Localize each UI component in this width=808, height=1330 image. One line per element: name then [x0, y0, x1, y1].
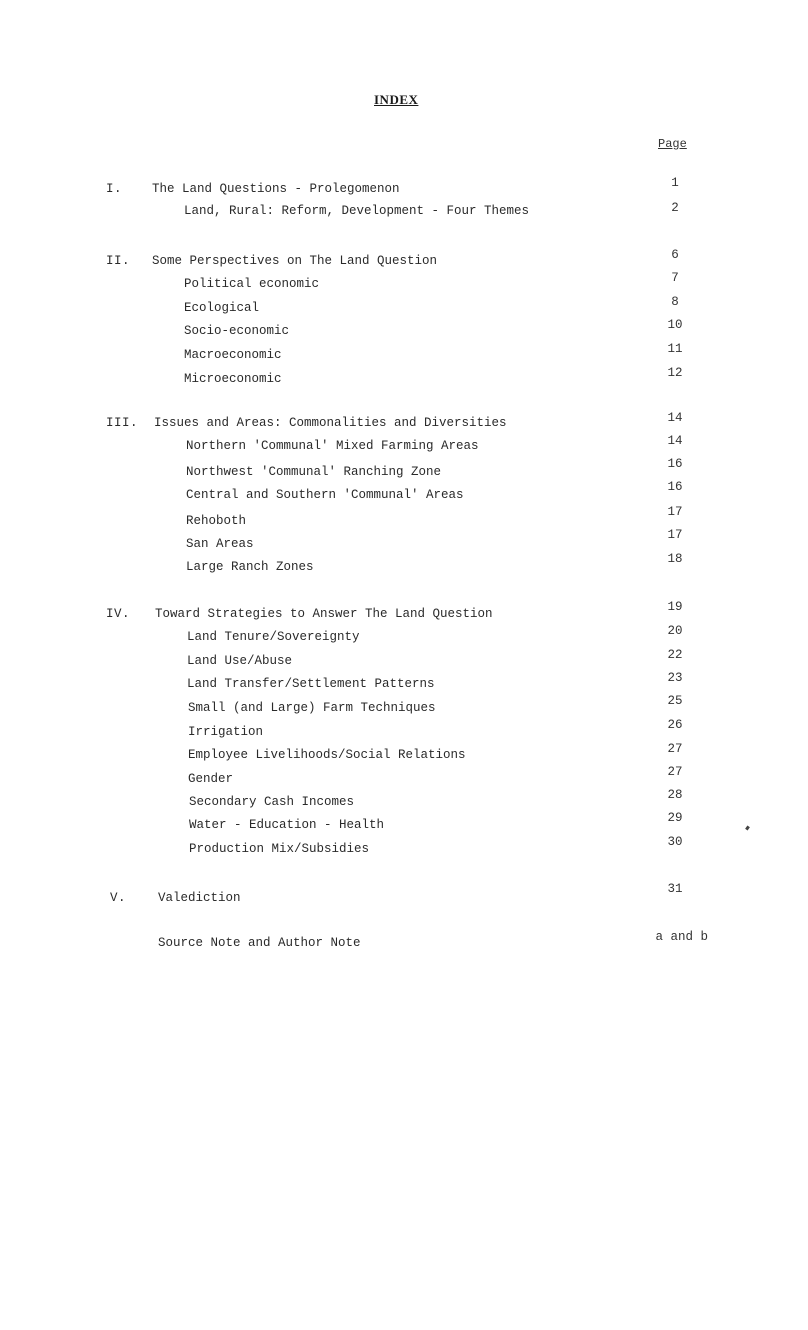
- index-entry: [0, 624, 808, 646]
- index-entry: [0, 342, 808, 364]
- entry-text: Production Mix/Subsidies: [189, 842, 370, 856]
- section-number: IV.: [106, 607, 131, 621]
- index-entry: [0, 248, 808, 270]
- entry-text: Land Use/Abuse: [187, 654, 293, 668]
- entry-text: Secondary Cash Incomes: [189, 795, 355, 809]
- index-entry: [0, 480, 808, 504]
- entry-text: Gender: [188, 772, 234, 786]
- entry-text: Socio-economic: [184, 324, 290, 338]
- entry-page: 10: [667, 318, 683, 332]
- entry-page: 27: [667, 742, 683, 756]
- entry-page: 20: [667, 624, 683, 638]
- entry-text: Large Ranch Zones: [186, 560, 314, 574]
- entry-page: 28: [667, 788, 683, 802]
- index-entry: [0, 202, 808, 220]
- entry-page: 31: [667, 882, 683, 896]
- entry-text: Irrigation: [188, 725, 264, 739]
- index-entry: [0, 811, 808, 834]
- entry-page: 17: [667, 528, 683, 542]
- entry-page: 18: [667, 552, 683, 566]
- entry-text: Toward Strategies to Answer The Land Question: [155, 607, 493, 621]
- entry-text: Ecological: [184, 301, 260, 315]
- entry-text: Central and Southern 'Communal' Areas: [186, 488, 464, 502]
- index-entry: [0, 882, 808, 907]
- entry-text: San Areas: [186, 537, 254, 551]
- entry-page: 30: [667, 835, 683, 849]
- entry-page: 19: [667, 600, 683, 614]
- entry-page: 6: [671, 248, 679, 262]
- entry-text: Northwest 'Communal' Ranching Zone: [186, 465, 442, 479]
- index-entry: [0, 671, 808, 693]
- index-entry: [0, 295, 808, 317]
- index-entry: [0, 176, 808, 198]
- index-entry: [0, 930, 808, 952]
- index-entry: [0, 742, 808, 764]
- entry-page: 7: [671, 271, 679, 285]
- entry-text: Land, Rural: Reform, Development - Four Themes: [184, 204, 530, 218]
- index-entry: [0, 318, 808, 340]
- entry-page: 16: [667, 480, 683, 494]
- entry-text: Small (and Large) Farm Techniques: [188, 701, 436, 715]
- page-column-label: Page: [658, 137, 687, 151]
- index-entry: [0, 411, 808, 432]
- entry-page: 11: [667, 342, 683, 356]
- entry-page: 27: [667, 765, 683, 779]
- entry-text: Valediction: [158, 891, 241, 905]
- index-entry: [0, 694, 808, 717]
- entry-text: Water - Education - Health: [189, 818, 385, 832]
- section-number: I.: [106, 182, 123, 196]
- entry-page: 1: [671, 176, 679, 190]
- index-entry: [0, 648, 808, 670]
- entry-page: 8: [671, 295, 679, 309]
- entry-text: Some Perspectives on The Land Question: [152, 254, 438, 268]
- entry-page: 25: [667, 694, 683, 708]
- entry-page: 16: [667, 457, 683, 471]
- entry-page: 14: [667, 434, 683, 448]
- entry-page: 22: [667, 648, 683, 662]
- entry-text: Rehoboth: [186, 514, 247, 528]
- index-entry: [0, 271, 808, 293]
- entry-page: 14: [667, 411, 683, 425]
- entry-text: Source Note and Author Note: [158, 936, 361, 950]
- entry-text: Employee Livelihoods/Social Relations: [188, 748, 466, 762]
- entry-page: 26: [667, 718, 683, 732]
- section-number: II.: [106, 254, 131, 268]
- entry-text: Macroeconomic: [184, 348, 282, 362]
- index-title: INDEX: [374, 92, 419, 107]
- section-number: V.: [110, 891, 127, 905]
- index-entry: [0, 600, 808, 623]
- entry-page: 2: [671, 201, 679, 215]
- entry-page: 29: [667, 811, 683, 825]
- entry-text: Issues and Areas: Commonalities and Diversities: [154, 416, 507, 430]
- index-entry: [0, 718, 808, 741]
- entry-page: a and b: [655, 930, 708, 944]
- section-number: III.: [106, 416, 139, 430]
- entry-text: Northern 'Communal' Mixed Farming Areas: [186, 439, 479, 453]
- entry-page: 23: [667, 671, 683, 685]
- index-entry: [0, 434, 808, 455]
- index-entry: [0, 835, 808, 858]
- index-entry: [0, 552, 808, 576]
- entry-text: Political economic: [184, 277, 320, 291]
- index-entry: [0, 366, 808, 388]
- entry-page: 17: [667, 505, 683, 519]
- entry-text: The Land Questions - Prolegomenon: [152, 182, 400, 196]
- entry-text: Microeconomic: [184, 372, 282, 386]
- entry-text: Land Transfer/Settlement Patterns: [187, 677, 435, 691]
- entry-page: 12: [667, 366, 683, 380]
- entry-text: Land Tenure/Sovereignty: [187, 630, 360, 644]
